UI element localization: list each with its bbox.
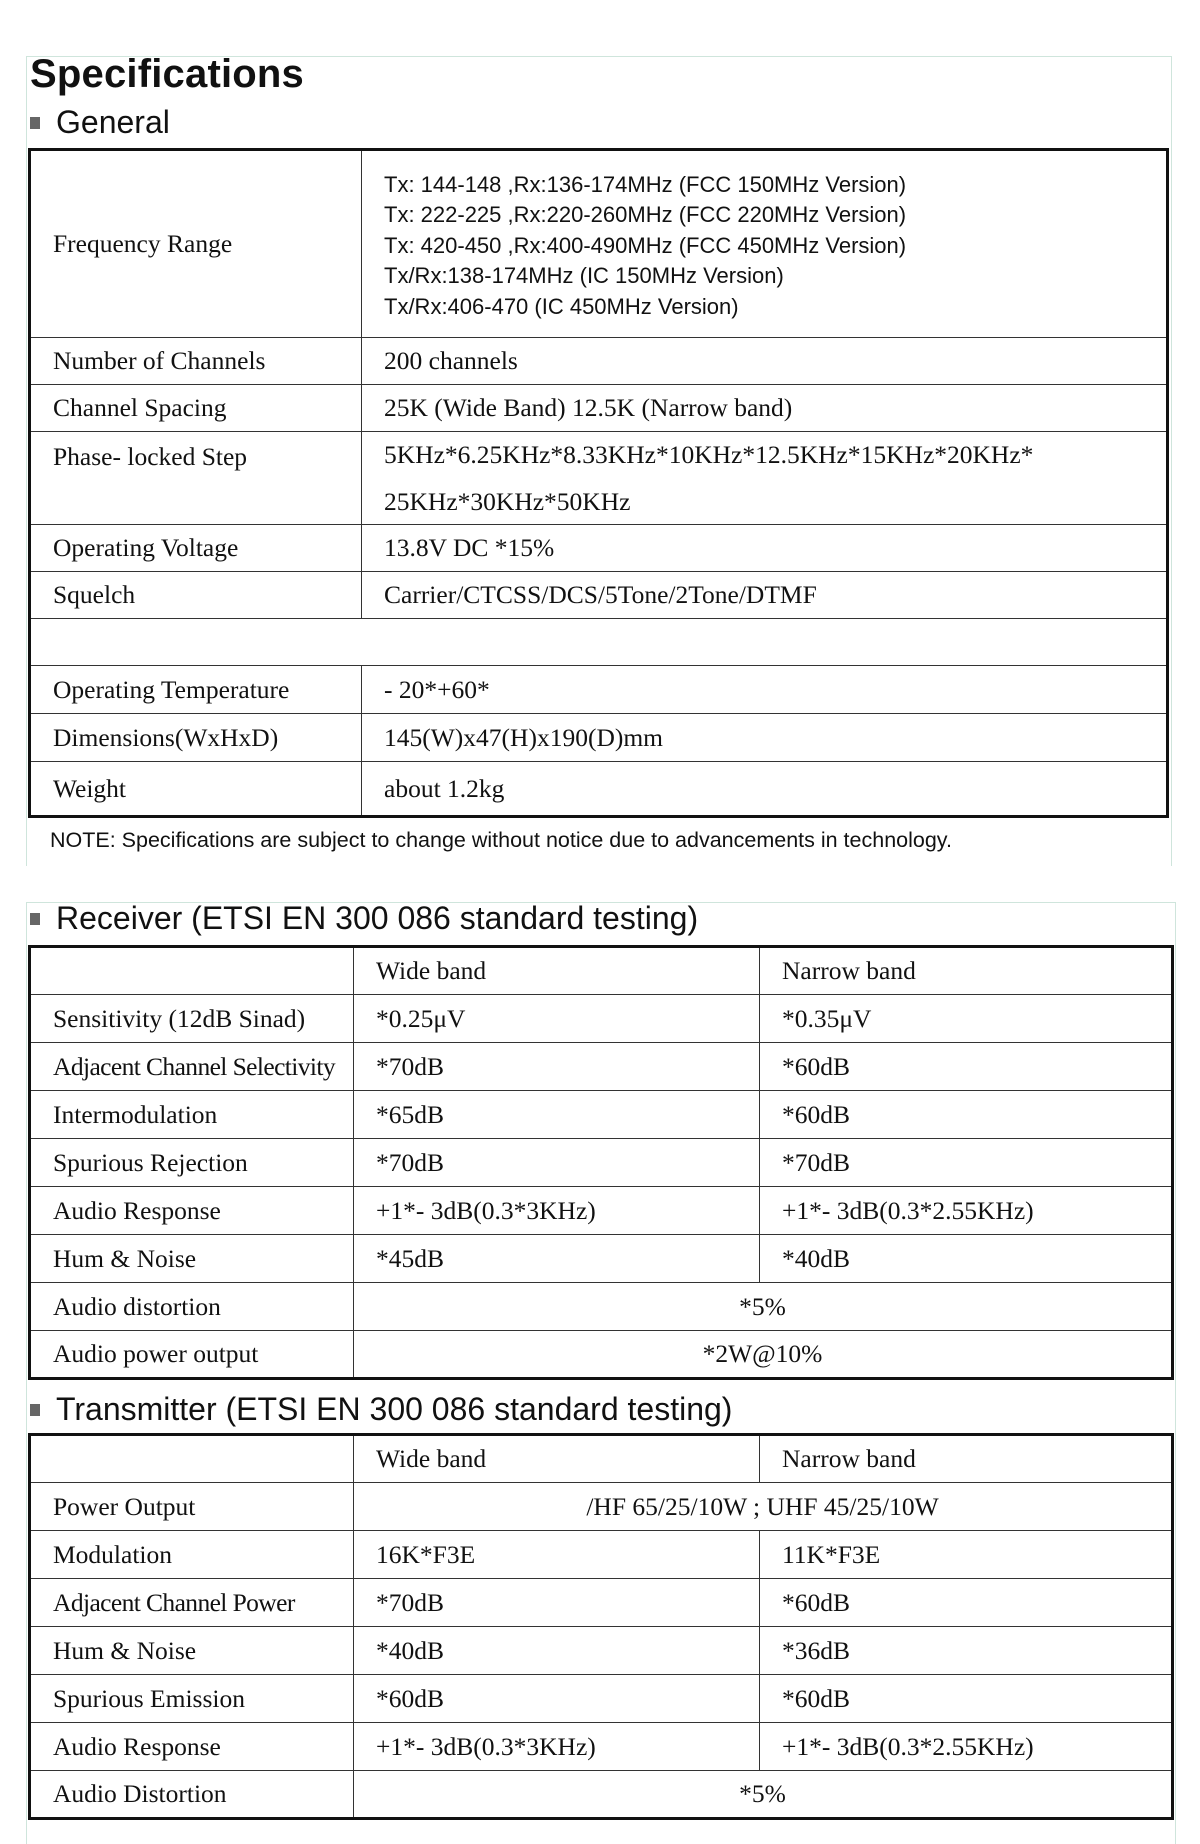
frequency-range-line: Tx: 222-225 ,Rx:220-260MHz (FCC 220MHz Version) xyxy=(384,202,907,228)
narrow-value: +1*- 3dB(0.3*2.55KHz) xyxy=(760,1723,1173,1771)
table-row xyxy=(30,1331,1173,1379)
table-row xyxy=(30,995,1173,1043)
frequency-range-line: Tx: 144-148 ,Rx:136-174MHz (FCC 150MHz Version) xyxy=(384,171,907,197)
specifications-note: NOTE: Specifications are subject to change without notice due to advancements in technology. xyxy=(50,828,952,852)
table-row xyxy=(30,1771,1173,1819)
spec-label: Squelch xyxy=(30,572,362,619)
transmitter-spec-table xyxy=(28,1433,1174,1820)
spec-label: Weight xyxy=(30,762,362,817)
table-row xyxy=(30,1187,1173,1235)
wide-value: *40dB xyxy=(354,1627,760,1675)
narrow-value: *60dB xyxy=(760,1043,1173,1091)
wide-value: *70dB xyxy=(354,1043,760,1091)
table-row xyxy=(30,385,1168,432)
narrow-value: +1*- 3dB(0.3*2.55KHz) xyxy=(760,1187,1173,1235)
narrow-value: *70dB xyxy=(760,1139,1173,1187)
spec-label: Spurious Emission xyxy=(30,1675,354,1723)
spec-label: Spurious Rejection xyxy=(30,1139,354,1187)
spec-label: Power Output xyxy=(30,1483,354,1531)
column-header-wide: Wide band xyxy=(354,947,760,995)
spec-value xyxy=(362,150,1168,338)
column-header-narrow: Narrow band xyxy=(760,947,1173,995)
spec-label: Frequency Range xyxy=(30,150,362,338)
table-row xyxy=(30,1531,1173,1579)
column-header-narrow: Narrow band xyxy=(760,1435,1173,1483)
section-heading-receiver-label: Receiver (ETSI EN 300 086 standard testing) xyxy=(56,900,699,936)
spec-label: Modulation xyxy=(30,1531,354,1579)
spec-label: Hum & Noise xyxy=(30,1627,354,1675)
table-row xyxy=(30,432,1168,525)
section-heading-general xyxy=(30,104,170,141)
spec-label: Dimensions(WxHxD) xyxy=(30,714,362,762)
spec-value: Carrier/CTCSS/DCS/5Tone/2Tone/DTMF xyxy=(362,572,1168,619)
table-row xyxy=(30,525,1168,572)
section-heading-receiver xyxy=(30,900,698,937)
spec-label: Audio Response xyxy=(30,1187,354,1235)
merged-value: *5% xyxy=(354,1283,1173,1331)
wide-value: *45dB xyxy=(354,1235,760,1283)
frequency-range-line: Tx/Rx:138-174MHz (IC 150MHz Version) xyxy=(384,263,784,289)
spec-value: about 1.2kg xyxy=(362,762,1168,817)
wide-value: *70dB xyxy=(354,1579,760,1627)
table-row xyxy=(30,1139,1173,1187)
table-row xyxy=(30,1627,1173,1675)
spec-value: 200 channels xyxy=(362,338,1168,385)
narrow-value: *60dB xyxy=(760,1091,1173,1139)
wide-value: *65dB xyxy=(354,1091,760,1139)
spec-label: Audio distortion xyxy=(30,1283,354,1331)
spec-label xyxy=(30,619,362,666)
spec-label: Audio power output xyxy=(30,1331,354,1379)
spec-value xyxy=(362,432,1168,525)
section-heading-general-label: General xyxy=(56,104,170,140)
table-row xyxy=(30,1043,1173,1091)
table-row xyxy=(30,619,1168,666)
spec-label: Audio Distortion xyxy=(30,1771,354,1819)
wide-value: 16K*F3E xyxy=(354,1531,760,1579)
table-row xyxy=(30,1091,1173,1139)
section-heading-transmitter xyxy=(30,1391,732,1428)
receiver-spec-table xyxy=(28,945,1174,1380)
section-heading-transmitter-label: Transmitter (ETSI EN 300 086 standard testing) xyxy=(56,1391,733,1427)
frequency-range-line: Tx: 420-450 ,Rx:400-490MHz (FCC 450MHz Version) xyxy=(384,232,907,258)
table-row xyxy=(30,572,1168,619)
spec-label: Intermodulation xyxy=(30,1091,354,1139)
frequency-range-line: Tx/Rx:406-470 (IC 450MHz Version) xyxy=(384,293,739,319)
general-spec-table xyxy=(28,148,1169,818)
header-empty-cell xyxy=(30,947,354,995)
column-header-wide: Wide band xyxy=(354,1435,760,1483)
table-header-row xyxy=(30,947,1173,995)
spec-value xyxy=(362,619,1168,666)
page-title: Specifications xyxy=(30,52,304,96)
phase-step-line: 25KHz*30KHz*50KHz xyxy=(384,487,631,516)
spec-value: - 20*+60* xyxy=(362,666,1168,714)
table-row xyxy=(30,1723,1173,1771)
bullet-icon xyxy=(30,913,40,925)
narrow-value: *60dB xyxy=(760,1579,1173,1627)
table-row xyxy=(30,1483,1173,1531)
merged-value: *5% xyxy=(354,1771,1173,1819)
narrow-value: *40dB xyxy=(760,1235,1173,1283)
header-empty-cell xyxy=(30,1435,354,1483)
table-header-row xyxy=(30,1435,1173,1483)
table-row xyxy=(30,1283,1173,1331)
wide-value: +1*- 3dB(0.3*3KHz) xyxy=(354,1723,760,1771)
merged-value: *2W@10% xyxy=(354,1331,1173,1379)
spec-label: Audio Response xyxy=(30,1723,354,1771)
frequency-range-list xyxy=(384,156,1166,333)
table-row xyxy=(30,1235,1173,1283)
table-row xyxy=(30,714,1168,762)
narrow-value: *36dB xyxy=(760,1627,1173,1675)
spec-value: 145(W)x47(H)x190(D)mm xyxy=(362,714,1168,762)
spec-value: 25K (Wide Band) 12.5K (Narrow band) xyxy=(362,385,1168,432)
narrow-value: *60dB xyxy=(760,1675,1173,1723)
wide-value: *70dB xyxy=(354,1139,760,1187)
spec-label: Hum & Noise xyxy=(30,1235,354,1283)
spec-label: Sensitivity (12dB Sinad) xyxy=(30,995,354,1043)
wide-value: *60dB xyxy=(354,1675,760,1723)
spec-label: Operating Voltage xyxy=(30,525,362,572)
table-row xyxy=(30,666,1168,714)
narrow-value: 11K*F3E xyxy=(760,1531,1173,1579)
merged-value: /HF 65/25/10W ; UHF 45/25/10W xyxy=(354,1483,1173,1531)
spec-label: Phase- locked Step xyxy=(30,432,362,525)
spec-label: Channel Spacing xyxy=(30,385,362,432)
table-row xyxy=(30,1675,1173,1723)
table-row xyxy=(30,762,1168,817)
spec-label: Number of Channels xyxy=(30,338,362,385)
table-row xyxy=(30,1579,1173,1627)
bullet-icon xyxy=(30,117,40,129)
table-row xyxy=(30,150,1168,338)
table-row xyxy=(30,338,1168,385)
bullet-icon xyxy=(30,1404,40,1416)
wide-value: *0.25μV xyxy=(354,995,760,1043)
spec-label: Operating Temperature xyxy=(30,666,362,714)
spec-label: Adjacent Channel Power xyxy=(30,1579,354,1627)
wide-value: +1*- 3dB(0.3*3KHz) xyxy=(354,1187,760,1235)
spec-value: 13.8V DC *15% xyxy=(362,525,1168,572)
narrow-value: *0.35μV xyxy=(760,995,1173,1043)
spec-label: Adjacent Channel Selectivity xyxy=(30,1043,354,1091)
phase-step-line: 5KHz*6.25KHz*8.33KHz*10KHz*12.5KHz*15KHz*20KHz* xyxy=(384,440,1034,469)
